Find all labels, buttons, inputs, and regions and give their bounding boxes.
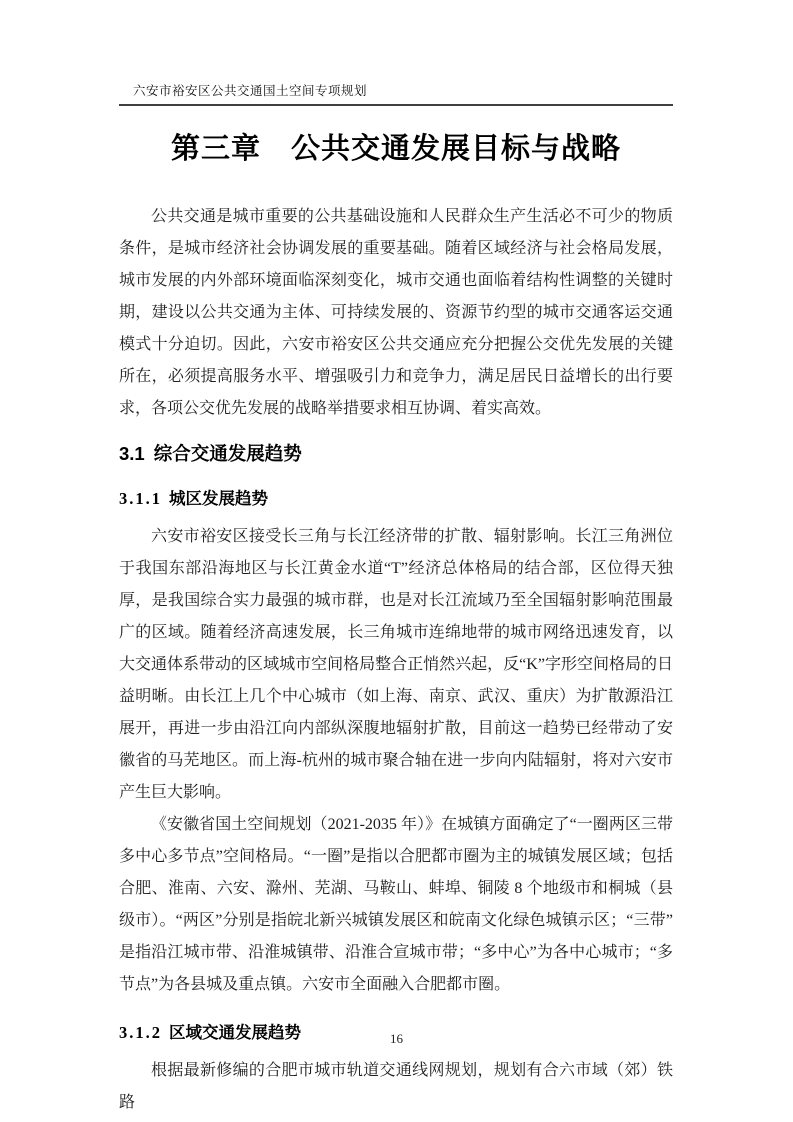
section-title: 综合交通发展趋势 xyxy=(153,443,302,464)
subsection-number: 3.1.1 xyxy=(119,489,162,508)
subsection-title: 区域交通发展趋势 xyxy=(169,1024,301,1042)
subsection-number: 3.1.2 xyxy=(119,1023,162,1042)
subsection-title: 城区发展趋势 xyxy=(169,490,268,508)
page-footer xyxy=(0,1030,793,1048)
paragraph-anhui-plan: 《安徽省国土空间规划（2021-2035 年）》在城镇方面确定了“一圈两区三带多中心多节点”空间格局。“一圈”是指以合肥都市圈为主的城镇发展区域；包括合肥、淮南、六安、滁州、芜湖、马鞍山、蚌埠、铜陵 8 个地级市和桐城（县级市）。“两区”分别是指皖北新兴城镇发展区和皖南文化绿色城镇示区；“三带”是指沿江城市带、沿淮城镇带、沿淮合宣城市带；“多中心”为各中心城市；“多节点”为各县城及重点镇。六安市全面融入合肥都市圈。 xyxy=(119,816,673,993)
subsection-heading-3-1-1 xyxy=(119,487,673,511)
paragraph-regional-intro: 根据最新修编的合肥市城市轨道交通线网规划，规划有合六市域（郊）铁路 xyxy=(119,1062,673,1111)
paragraph-city-trend: 六安市裕安区接受长三角与长江经济带的扩散、辐射影响。长江三角洲位于我国东部沿海地区与长江黄金水道“T”经济总体格局的结合部，区位得天独厚，是我国综合实力最强的城市群，也是对长江流域乃至全国辐射影响范围最广的区域。随着经济高速发展，长三角城市连绵地带的城市网络迅速发育，以大交通体系带动的区域城市空间格局整合正悄然兴起，反“K”字形空间格局的日益明晰。由长江上几个中心城市（如上海、南京、武汉、重庆）为扩散源沿江展开，再进一步由沿江向内部纵深腹地辐射扩散，目前这一趋势已经带动了安徽省的马芜地区。而上海-杭州的城市聚合轴在进一步向内陆辐射，将对六安市产生巨大影响。 xyxy=(119,528,673,801)
header-title-text: 六安市裕安区公共交通国土空间专项规划 xyxy=(133,84,368,98)
page-header xyxy=(119,84,673,106)
chapter-title: 第三章 公共交通发展目标与战略 xyxy=(170,133,621,165)
paragraph-intro: 公共交通是城市重要的公共基础设施和人民群众生产生活必不可少的物质条件，是城市经济社会协调发展的重要基础。随着区域经济与社会格局发展，城市发展的内外部环境面临深刻变化，城市交通也面临着结构性调整的关键时期，建设以公共交通为主体、可持续发展的、资源节约型的城市交通客运交通模式十分迫切。因此，六安市裕安区公共交通应充分把握公交优先发展的关键所在，必须提高服务水平、增强吸引力和竞争力，满足居民日益增长的出行要求，各项公交优先发展的战略举措要求相互协调、着实高效。 xyxy=(119,208,673,417)
section-number: 3.1 xyxy=(119,443,145,464)
section-heading-3-1 xyxy=(119,441,673,467)
page-number: 16 xyxy=(390,1031,403,1046)
